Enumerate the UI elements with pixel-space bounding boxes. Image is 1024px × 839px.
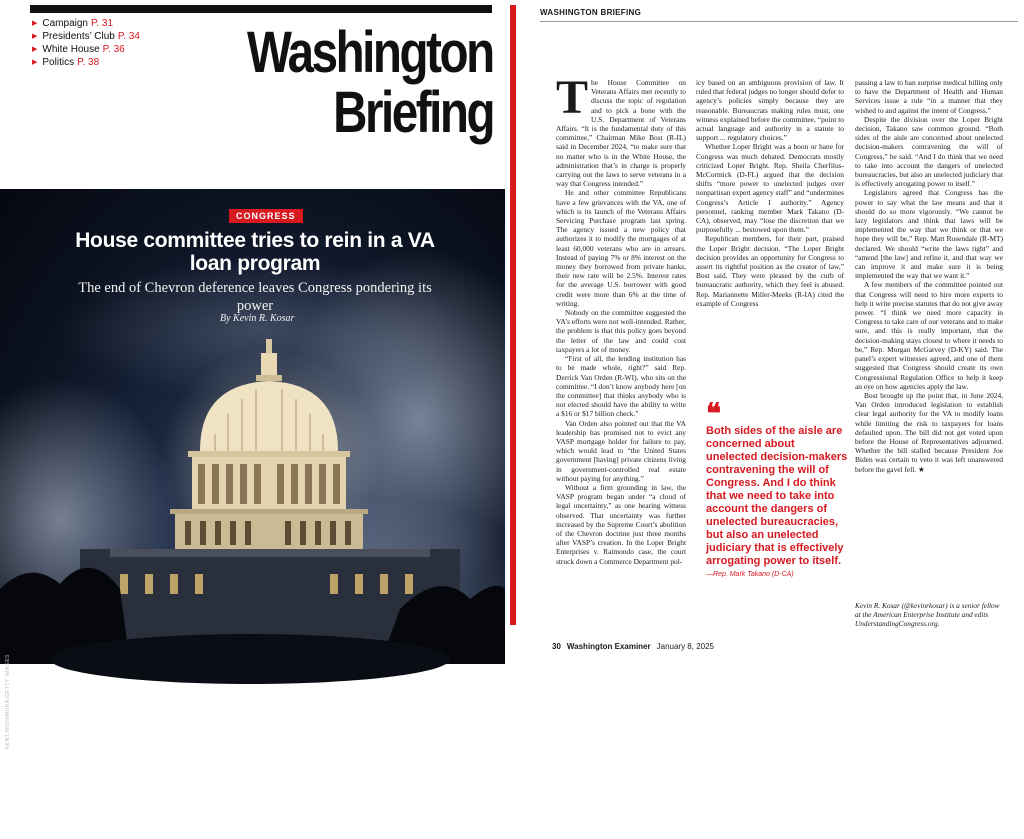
toc-page: P. 31 <box>90 18 114 29</box>
byline: By Kevin R. Kosar <box>220 313 295 324</box>
text-column-2 <box>696 78 844 308</box>
red-accent-bar <box>510 5 516 625</box>
section-label: WASHINGTON BRIEFING <box>540 8 642 17</box>
capitol-photo <box>0 189 505 839</box>
toc-page: P. 36 <box>102 44 125 55</box>
folio-page-number: 29 <box>488 830 497 839</box>
paragraph: Legislators agreed that Congress has the power to say what the law means and that it should do so more vigorously. “We cannot be lazy legislators and think that laws will be implemented the way that we think or that we hope they will be,” Rep. Matt Rosendale (R-MT) declared. We should “write the laws tight” and “amend [the law] and refine it, and that way we can improve it and make sure it is being implemented the way that we want it.” <box>855 188 1003 281</box>
folio-publication: Washington Examiner <box>566 642 651 651</box>
triangle-bullet-icon: ▶ <box>32 20 38 27</box>
triangle-bullet-icon: ▶ <box>32 33 38 40</box>
article-deck: The end of Chevron deference leaves Congress pondering its power <box>78 280 432 314</box>
paragraph: icy based on an ambiguous provision of law. It ruled that federal judges no longer should defer to agency’s policies simply because they are reasonable. Bureaucrats making rules must, one witness explained before the committee, “point to actual language and authority in a statute to support ... regulatory choices.” <box>696 78 844 143</box>
triangle-bullet-icon: ▶ <box>32 59 38 66</box>
paragraph-text: he House Committee on Veterans Affairs met recently to discuss the topic of regulation and to pick a bone with the U.S. Department of Veterans Affairs. “It is the fundamental duty of this committee,” Chairman Mike Bost (R-IL) said in December 2024, “to make sure that no matter who is in the White House, the administration that’s in charge is properly carrying out the laws to serve veterans in a way that Congress intended.” <box>556 78 686 189</box>
toc-item[interactable] <box>32 43 140 56</box>
folio-publication: Washington Examiner <box>398 830 483 839</box>
pull-quote-text: Both sides of the aisle are concerned about unelected decision-makers contravening the will of Congress. And I do think that we need to take into account the dangers of unelected bureaucracies, but also an unelected judiciary that is effectively arrogating power to itself. <box>706 425 848 567</box>
text-column-3 <box>855 78 1003 474</box>
article-headline: House committee tries to rein in a VA loan program <box>75 229 435 275</box>
masthead-line-1: Washington <box>247 20 493 85</box>
toc-item[interactable] <box>32 56 140 69</box>
toc-page: P. 38 <box>77 57 100 68</box>
toc-page: P. 34 <box>117 31 140 42</box>
folio-date: January 8, 2025 <box>656 642 714 651</box>
paragraph: Van Orden also pointed out that the VA leadership has promised not to evict any VASP mortgage holder for failure to pay, which would lead to “the United States government [having] private citizens living in government-controlled real estate without paying for anything.” <box>556 418 686 483</box>
paragraph <box>556 71 686 189</box>
drop-cap: T <box>556 71 589 124</box>
paragraph: Despite the division over the Loper Bright decision, Takano saw common ground. “Both sides of the aisle are concerned about unelected decision-makers contravening the will of Congress,” he said. “And I do think that we need to take into account the dangers of unelected bureaucracies, but also an unelected judiciary that is effectively arrogating power to itself.” <box>855 114 1003 189</box>
toc-label: Politics <box>42 57 75 68</box>
right-folio <box>552 642 714 651</box>
toc-label: Presidents’ Club <box>42 31 115 42</box>
folio-date: January 8, 2025 <box>335 830 393 839</box>
folio-page-number: 30 <box>552 642 561 651</box>
left-page <box>0 0 505 839</box>
paragraph: Bost brought up the point that, in June 2024, Van Orden introduced legislation to establish clear legal authority for the VA to modify loans while limiting the risk to taxpayers for loans defaulted upon. The bill did not get voted upon before the House of Representatives adjourned. Whether the bill stalled because President Joe Biden was certain to veto it was left unanswered before the gavel fell. ★ <box>855 390 1003 474</box>
paragraph: Republican members, for their part, praised the Loper Bright decision. “The Loper Bright decision provides an opportunity for Congress to assert its rightful position as the creator of law,” Bost said. They were pleased by the curb of bureaucratic authority, which they feel is abused. Rep. Mariannette Miller-Meeks (R-IA) cited the example of Congress <box>696 234 844 308</box>
toc-item[interactable] <box>32 17 140 30</box>
paragraph: passing a law to ban surprise medical billing only to have the Department of Health and Human Services issue a rule “in a manner that they wished to and against the intent of Congress.” <box>855 78 1003 115</box>
masthead-line-2: Briefing <box>332 80 493 145</box>
paragraph: Whether Loper Bright was a boon or bane for Congress was much debated. Democrats mostly criticized Loper Bright. Rep. Sheila Cherfilus-McCormick (D-FL) argued that the decision shifts “more power to unelected judges over nonpartisan expert agency staff” and “undermines Congress’s Article I authority.” Agency personnel, ranking member Mark Takano (D-CA), observed, may “lose the discretion that we purposefully ... bestowed upon them.” <box>696 142 844 235</box>
photo-credit: KENT NISHIMURA/GETTY IMAGES <box>5 654 11 749</box>
top-rule <box>30 5 492 13</box>
section-kicker: CONGRESS <box>229 209 303 223</box>
table-of-contents <box>32 17 140 69</box>
text-column-1 <box>556 71 686 566</box>
right-page <box>524 0 1024 664</box>
author-bio: Kevin R. Kosar (@kevinrkosar) is a senior fellow at the American Enterprise Institute and edits UnderstandingCongress.org. <box>855 601 1000 628</box>
toc-item[interactable] <box>32 30 140 43</box>
paragraph: Nobody on the committee suggested the VA’s efforts were not well-intended. Rather, the problem is that this policy goes beyond the letter of the law and could cost taxpayers a lot of money. <box>556 308 686 354</box>
paragraph: Without a firm grounding in law, the VASP program began under “a cloud of legal uncertainty,” as one hearing witness observed. That uncertainty was further increased by the Supreme Court’s abolition of the Chevron doctrine just three months after VASP’s creation. In the Loper Bright Enterprises v. Raimondo case, the court struck down a Commerce Department pol- <box>556 482 686 566</box>
toc-label: White House <box>42 44 100 55</box>
header-rule <box>540 21 1018 22</box>
toc-label: Campaign <box>42 18 88 29</box>
quote-mark-icon: ❝ <box>706 399 722 430</box>
paragraph: A few members of the committee pointed out that Congress will need to hire more experts to help it write precise statutes that do not give away power. “I think we need more capacity in Congress to take care of our veterans and to make sure, and this is really important, that the decision-making stays closest to where it needs to be,” Rep. Morgan McGarvey (D-KY) said. The panel’s expert witnesses agreed, and one of them suggested that Congress should create its own Congressional Regulation Office to help it keep an eye on how agencies apply the law. <box>855 280 1003 391</box>
triangle-bullet-icon: ▶ <box>32 46 38 53</box>
left-folio <box>335 830 497 839</box>
pull-quote-attribution: —Rep. Mark Takano (D-CA) <box>706 571 794 578</box>
paragraph: “First of all, the lending institution has to be made whole, right?” said Rep. Derrick Van Orden (R-WI), who sits on the committee. “I don’t know anybody here [on the committee] that thinks anybody who is not elected should have the ability to write a $16 or $17 billion check.” <box>556 354 686 419</box>
pull-quote <box>706 399 848 578</box>
paragraph: He and other committee Republicans have a few grievances with the VA, one of which is its launch of the Veterans Affairs Servicing Purchase program last spring. The agency issued a new policy that authorizes it to modify the mortgages of at least 60,000 veterans who are in arrears. Instead of paying 7% or 8% interest on the money they borrowed from private banks, their new rate will be 2.5%. Interest rates for the average U.S. borrower with good credit were more than 6% at the time of writing. <box>556 188 686 308</box>
